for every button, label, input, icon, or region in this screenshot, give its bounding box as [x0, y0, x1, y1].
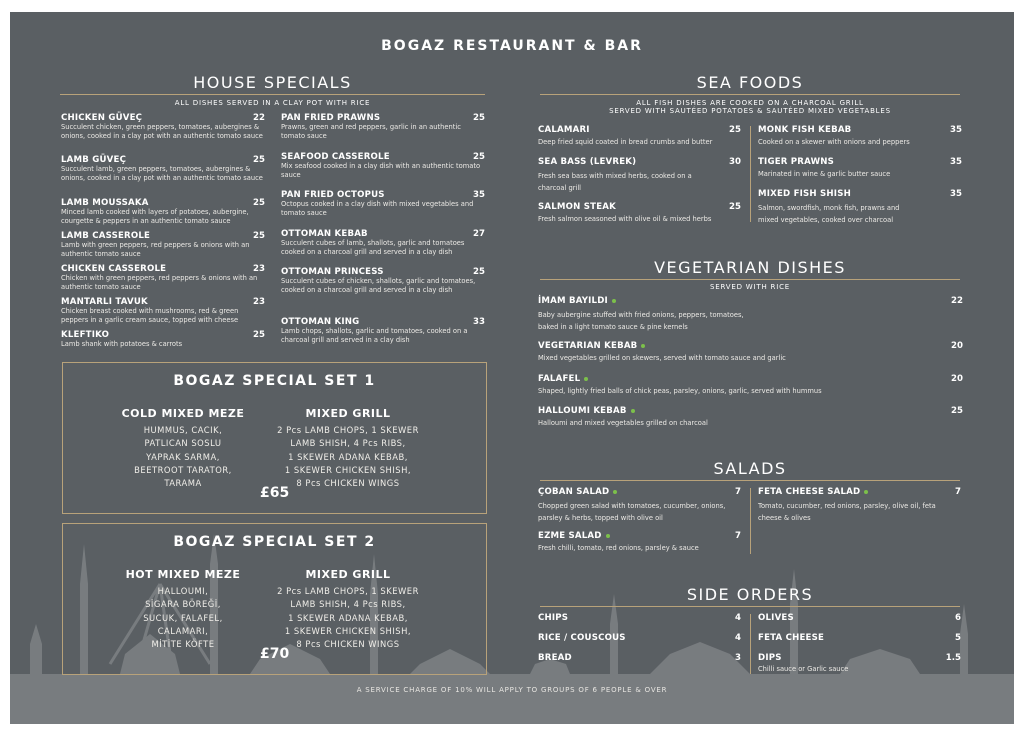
item-description: Halloumi and mixed vegetables grilled on charcoal: [538, 419, 708, 427]
cold-mixed-meze-list: [93, 424, 273, 490]
salads-title: SALADS: [713, 459, 787, 478]
item-price: 35: [950, 157, 962, 167]
meze-line: SİGARA BÖREĞİ,: [145, 599, 221, 610]
vegetarian-dot-icon: [613, 490, 617, 494]
vegetarian-title: VEGETARIAN DISHES: [654, 258, 846, 277]
item-name: [758, 487, 961, 497]
menu-item-lamb-guvec: [61, 155, 265, 183]
item-price: 7: [955, 487, 961, 497]
menu-item-chicken-casserole: [61, 264, 265, 292]
item-price: 3: [735, 653, 741, 663]
menu-page: [10, 12, 1014, 724]
menu-item-halloumi-kebab: [538, 406, 963, 428]
menu-item-coban-salad: [538, 487, 741, 524]
item-name: [538, 406, 963, 416]
item-name: TIGER PRAWNS: [758, 157, 835, 167]
special-set-2-box: [62, 523, 487, 675]
item-name: [538, 487, 741, 497]
meze-line: HALLOUMI,: [157, 586, 209, 596]
item-name: CHICKEN CASSEROLE: [61, 264, 167, 274]
item-price: 23: [253, 297, 265, 307]
item-price: 35: [950, 125, 962, 135]
cold-mixed-meze-heading: COLD MIXED MEZE: [121, 407, 245, 420]
meze-line: SUCUK, FALAFEL,: [143, 612, 223, 623]
item-price: 25: [951, 406, 963, 416]
special-set-2-title: BOGAZ SPECIAL SET 2: [173, 534, 376, 550]
item-description: Succulent cubes of lamb, shallots, garlic and tomatoes cooked on a charcoal grill and served in a clay dish: [281, 239, 465, 257]
menu-item-bread: [538, 653, 741, 663]
menu-item-calamari: [538, 125, 741, 147]
grill-line: LAMB SHISH, 4 Pcs RIBS,: [290, 438, 406, 449]
item-price: 6: [955, 613, 961, 623]
grill-line: 8 Pcs CHICKEN WINGS: [296, 478, 400, 489]
salads-divider: [750, 488, 751, 554]
item-price: 25: [253, 198, 265, 208]
mixed-grill-heading: MIXED GRILL: [305, 568, 391, 581]
item-price: 25: [253, 231, 265, 241]
menu-item-feta-cheese-salad: [758, 487, 961, 524]
vegetarian-dot-icon: [612, 299, 616, 303]
item-price: 25: [729, 125, 741, 135]
menu-item-pan-fried-prawns: [281, 113, 485, 141]
item-description: Chicken with green peppers, red peppers & onions with an authentic tomato sauce: [61, 274, 258, 292]
menu-item-ottoman-king: [281, 317, 485, 345]
item-name: LAMB MOUSSAKA: [61, 198, 149, 208]
sea-foods-rule: [540, 94, 960, 95]
item-description: Mixed vegetables grilled on skewers, served with tomato sauce and garlic: [538, 354, 786, 362]
vegetarian-dot-icon: [641, 344, 645, 348]
grill-line: 1 SKEWER CHICKEN SHISH,: [284, 625, 412, 636]
item-name-text: İMAM BAYILDI: [538, 296, 608, 306]
item-name: CHIPS: [538, 613, 569, 623]
special-set-1-box: [62, 362, 487, 514]
item-price: 33: [473, 317, 485, 327]
menu-item-mixed-fish-shish: [758, 189, 962, 226]
item-description: Baby aubergine stuffed with fried onions, peppers, tomatoes, baked in a light tomato sauce & pine kernels: [538, 311, 744, 331]
hot-mixed-meze-heading: HOT MIXED MEZE: [125, 568, 241, 581]
item-price: 23: [253, 264, 265, 274]
menu-item-tiger-prawns: [758, 157, 962, 179]
mixed-grill-list: [258, 585, 438, 651]
menu-item-dips: [758, 653, 961, 674]
menu-item-sea-bass: [538, 157, 741, 194]
item-description: Tomato, cucumber, red onions, parsley, olive oil, feta cheese & olives: [758, 502, 936, 522]
item-name: SEA BASS (LEVREK): [538, 157, 637, 167]
item-description: Deep fried squid coated in bread crumbs and butter: [538, 138, 713, 146]
side-orders-title: SIDE ORDERS: [686, 585, 814, 604]
hot-mixed-meze-list: [93, 585, 273, 651]
menu-item-chips: [538, 613, 741, 623]
item-price: 1.5: [945, 653, 961, 663]
item-name-text: FALAFEL: [538, 374, 581, 384]
item-description: Lamb chops, shallots, garlic and tomatoes, cooked on a charcoal grill and served in a clay dish: [281, 327, 468, 345]
vegetarian-dot-icon: [606, 534, 610, 538]
item-name: PAN FRIED PRAWNS: [281, 113, 381, 123]
menu-item-lamb-casserole: [61, 231, 265, 259]
item-name: CHICKEN GÜVEÇ: [61, 113, 143, 123]
item-price: 5: [955, 633, 961, 643]
menu-item-seafood-casserole: [281, 152, 485, 180]
grill-line: LAMB SHISH, 4 Pcs RIBS,: [290, 599, 406, 610]
grill-line: 8 Pcs CHICKEN WINGS: [296, 639, 400, 650]
menu-item-ezme-salad: [538, 531, 741, 553]
item-name: [538, 531, 741, 541]
vegetarian-dot-icon: [864, 490, 868, 494]
item-description: Succulent chicken, green peppers, tomatoes, aubergines & onions, cooked in a clay pot with an authentic tomato sauce: [61, 123, 263, 141]
item-price: 25: [729, 202, 741, 212]
mixed-grill-heading: MIXED GRILL: [305, 407, 391, 420]
item-description: Cooked on a skewer with onions and peppers: [758, 138, 910, 146]
menu-item-mantarli-tavuk: [61, 297, 265, 325]
house-specials-subtitle: ALL DISHES SERVED IN A CLAY POT WITH RICE: [174, 99, 371, 107]
item-description: Minced lamb cooked with layers of potatoes, aubergine, courgette & peppers in an authentic tomato sauce: [61, 208, 249, 226]
item-name: OTTOMAN KING: [281, 317, 360, 327]
item-name: KLEFTIKO: [61, 330, 110, 340]
meze-line: CALAMARI,: [157, 625, 209, 636]
side-orders-rule: [540, 606, 960, 607]
menu-item-feta-cheese: [758, 633, 961, 643]
item-name: [538, 374, 963, 384]
item-description: Lamb shank with potatoes & carrots: [61, 340, 183, 348]
item-name: MIXED FISH SHISH: [758, 189, 851, 199]
item-name: OTTOMAN PRINCESS: [281, 267, 384, 277]
item-name: MONK FISH KEBAB: [758, 125, 852, 135]
item-name: [538, 341, 963, 351]
item-price: 35: [950, 189, 962, 199]
house-specials-rule: [60, 94, 485, 95]
menu-item-imam-bayildi: [538, 296, 963, 333]
item-description: Chilli sauce or Garlic sauce: [758, 665, 849, 673]
meze-line: YAPRAK SARMA,: [146, 451, 220, 462]
item-name: LAMB CASSEROLE: [61, 231, 151, 241]
grill-line: 1 SKEWER ADANA KEBAB,: [288, 612, 408, 623]
item-name: [538, 296, 963, 306]
item-price: 30: [729, 157, 741, 167]
item-name-text: VEGETARIAN KEBAB: [538, 341, 638, 351]
item-name: OTTOMAN KEBAB: [281, 229, 368, 239]
item-description: Marinated in wine & garlic butter sauce: [758, 170, 891, 178]
item-price: 27: [473, 229, 485, 239]
item-description: Fresh salmon seasoned with olive oil & mixed herbs: [538, 215, 712, 223]
menu-item-falafel: [538, 374, 963, 396]
item-price: 25: [253, 155, 265, 165]
item-price: 20: [951, 341, 963, 351]
service-charge-note: A SERVICE CHARGE OF 10% WILL APPLY TO GROUPS OF 6 PEOPLE & OVER: [356, 686, 668, 694]
menu-item-pan-fried-octopus: [281, 190, 485, 218]
item-description: Salmon, swordfish, monk fish, prawns and mixed vegetables, cooked over charcoal: [758, 204, 900, 224]
meze-line: HUMMUS, CACIK,: [143, 425, 223, 435]
item-name-text: ÇOBAN SALAD: [538, 487, 610, 497]
meze-line: TARAMA: [164, 478, 202, 489]
grill-line: 2 Pcs LAMB CHOPS, 1 SKEWER: [277, 425, 419, 435]
menu-item-lamb-moussaka: [61, 198, 265, 226]
item-name: CALAMARI: [538, 125, 590, 135]
item-description: Succulent lamb, green peppers, tomatoes, aubergines & onions, cooked in a clay pot with an authentic tomato sauce: [61, 165, 263, 183]
vegetarian-rule: [540, 279, 960, 280]
item-name: RICE / COUSCOUS: [538, 633, 626, 643]
item-description: Mix seafood cooked in a clay dish with an authentic tomato sauce: [281, 162, 481, 180]
menu-item-olives: [758, 613, 961, 623]
house-specials-title: HOUSE SPECIALS: [193, 73, 352, 92]
menu-item-kleftiko: [61, 330, 265, 349]
salads-rule: [540, 480, 960, 481]
item-description: Fresh chilli, tomato, red onions, parsley & sauce: [538, 544, 699, 552]
menu-item-chicken-guvec: [61, 113, 265, 141]
item-name: MANTARLI TAVUK: [61, 297, 148, 307]
item-name: FETA CHEESE: [758, 633, 825, 643]
sea-foods-subtitle-1: ALL FISH DISHES ARE COOKED ON A CHARCOAL GRILL: [636, 99, 864, 107]
special-set-2-price: £70: [260, 646, 290, 662]
item-description: Octopus cooked in a clay dish with mixed vegetables and tomato sauce: [281, 200, 474, 218]
item-name: PAN FRIED OCTOPUS: [281, 190, 385, 200]
mixed-grill-list: [258, 424, 438, 490]
menu-item-salmon-steak: [538, 202, 741, 224]
item-description: Fresh sea bass with mixed herbs, cooked on a charcoal grill: [538, 172, 692, 192]
item-name-text: EZME SALAD: [538, 531, 602, 541]
item-price: 25: [473, 113, 485, 123]
item-description: Succulent cubes of chicken, shallots, garlic and tomatoes, cooked on a charcoal grill and served in a clay dish: [281, 277, 476, 295]
item-name: SEAFOOD CASSEROLE: [281, 152, 390, 162]
vegetarian-subtitle: SERVED WITH RICE: [710, 283, 790, 291]
menu-item-ottoman-kebab: [281, 229, 485, 257]
menu-item-monk-fish-kebab: [758, 125, 962, 147]
item-price: 20: [951, 374, 963, 384]
meze-line: BEETROOT TARATOR,: [134, 464, 232, 475]
menu-item-rice-couscous: [538, 633, 741, 643]
item-price: 7: [735, 531, 741, 541]
item-price: 22: [253, 113, 265, 123]
item-description: Lamb with green peppers, red peppers & onions with an authentic tomato sauce: [61, 241, 250, 259]
sea-foods-title: SEA FOODS: [696, 73, 804, 92]
item-name-text: HALLOUMI KEBAB: [538, 406, 627, 416]
item-description: Chicken breast cooked with mushrooms, red & green peppers in a garlic cream sauce, topped with cheese: [61, 307, 239, 325]
meze-line: MİTİTE KÖFTE: [151, 639, 215, 650]
item-price: 25: [473, 267, 485, 277]
vegetarian-dot-icon: [631, 409, 635, 413]
sea-foods-subtitle-2: SERVED WITH SAUTÉED POTATOES & SAUTÉED MIXED VEGETABLES: [609, 107, 891, 115]
item-name: DIPS: [758, 653, 782, 663]
item-name: LAMB GÜVEÇ: [61, 155, 127, 165]
item-price: 25: [253, 330, 265, 340]
item-description: Shaped, lightly fried balls of chick peas, parsley, onions, garlic, served with hummus: [538, 387, 822, 395]
grill-line: 1 SKEWER ADANA KEBAB,: [288, 451, 408, 462]
item-price: 4: [735, 633, 741, 643]
item-price: 22: [951, 296, 963, 306]
special-set-1-title: BOGAZ SPECIAL SET 1: [173, 373, 376, 389]
sea-foods-divider: [750, 126, 751, 222]
side-orders-divider: [750, 614, 751, 674]
grill-line: 2 Pcs LAMB CHOPS, 1 SKEWER: [277, 586, 419, 596]
menu-item-ottoman-princess: [281, 267, 485, 295]
item-name: SALMON STEAK: [538, 202, 616, 212]
vegetarian-dot-icon: [584, 377, 588, 381]
item-description: Chopped green salad with tomatoes, cucumber, onions, parsley & herbs, topped with olive oil: [538, 502, 726, 522]
item-price: 35: [473, 190, 485, 200]
item-description: Prawns, green and red peppers, garlic in an authentic tomato sauce: [281, 123, 461, 141]
item-price: 25: [473, 152, 485, 162]
restaurant-name: BOGAZ RESTAURANT & BAR: [381, 38, 643, 54]
item-name: BREAD: [538, 653, 572, 663]
special-set-1-price: £65: [260, 485, 290, 501]
grill-line: 1 SKEWER CHICKEN SHISH,: [284, 464, 412, 475]
item-name: OLIVES: [758, 613, 794, 623]
item-price: 4: [735, 613, 741, 623]
item-name-text: FETA CHEESE SALAD: [758, 487, 861, 497]
item-price: 7: [735, 487, 741, 497]
menu-item-vegetarian-kebab: [538, 341, 963, 363]
meze-line: PATLICAN SOSLU: [144, 438, 222, 449]
